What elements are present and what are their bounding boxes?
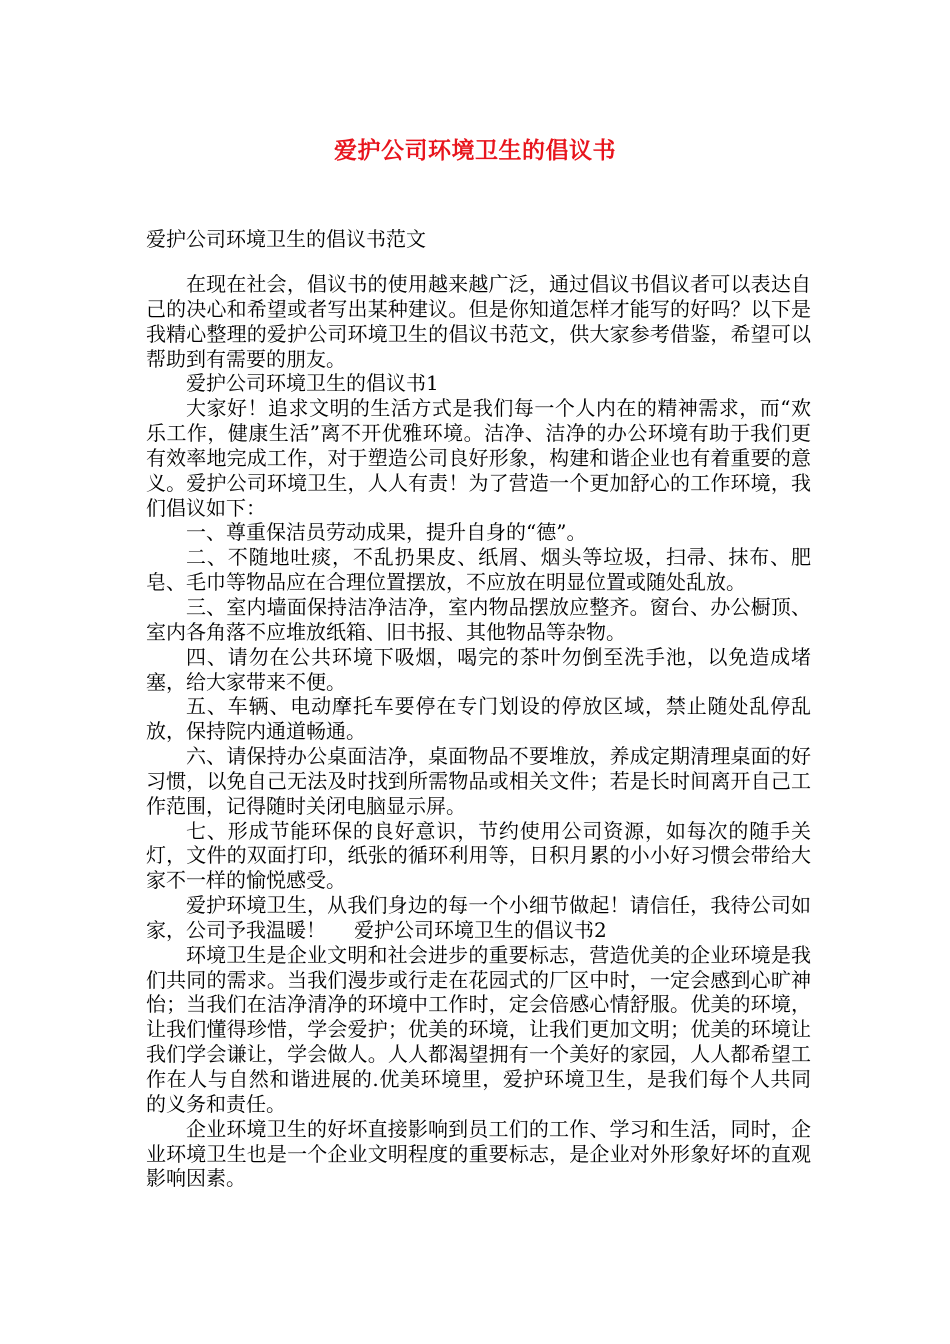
section-heading-2: 爱护公司环境卫生的倡议书2 [354,917,607,942]
proposal-item-5: 五、车辆、电动摩托车要停在专门划设的停放区域，禁止随处乱停乱放，保持院内通道畅通。 [146,694,811,744]
document-title: 爱护公司环境卫生的倡议书 [334,138,616,164]
body-paragraph: 环境卫生是企业文明和社会进步的重要标志，营造优美的企业环境是我们共同的需求。当我们漫步或行走在花园式的厂区中时，一定会感到心旷神怡；当我们在洁净清净的环境中工作时，定会倍感心情舒服。优美的环境，让我们懂得珍惜，学会爱护；优美的环境，让我们更加文明；优美的环境让我们学会谦让，学会做人。人人都渴望拥有一个美好的家园，人人都希望工作在人与自然和谐进展的.优美环境里，爱护环境卫生，是我们每个人共同的义务和责任。 [146,942,811,1116]
proposal-item-7: 七、形成节能环保的良好意识，节约使用公司资源，如每次的随手关灯，文件的双面打印，纸张的循环利用等，日积月累的小小好习惯会带给大家不一样的愉悦感受。 [146,818,811,893]
section-heading-1: 爱护公司环境卫生的倡议书1 [186,371,439,396]
proposal-item-1: 一、尊重保洁员劳动成果，提升自身的“德”。 [186,520,587,545]
proposal-item-6: 六、请保持办公桌面洁净，桌面物品不要堆放，养成定期清理桌面的好习惯，以免自己无法及时找到所需物品或相关文件；若是长时间离开自己工作范围，记得随时关闭电脑显示屏。 [146,744,811,818]
proposal-item-3: 三、室内墙面保持洁净洁净，室内物品摆放应整齐。窗台、办公橱顶、室内各角落不应堆放纸箱、旧书报、其他物品等杂物。 [146,594,811,644]
document-subtitle: 爱护公司环境卫生的倡议书范文 [146,227,426,251]
proposal-item-2: 二、不随地吐痰，不乱扔果皮、纸屑、烟头等垃圾，扫帚、抹布、肥皂、毛巾等物品应在合理位置摆放，不应放在明显位置或随处乱放。 [146,545,811,595]
closing-text: 爱护环境卫生，从我们身边的每一个小细节做起！请信任，我待公司如家，公司予我温暖！ [146,893,811,942]
intro-paragraph: 在现在社会，倡议书的使用越来越广泛，通过倡议书倡议者可以表达自己的决心和希望或者写出某种建议。但是你知道怎样才能写的好吗？以下是我精心整理的爱护公司环境卫生的倡议书范文，供大家参考借鉴，希望可以帮助到有需要的朋友。 [146,272,811,371]
closing-paragraph [146,893,811,943]
body-paragraph: 企业环境卫生的好坏直接影响到员工们的工作、学习和生活，同时，企业环境卫生也是一个企业文明程度的重要标志，是企业对外形象好坏的直观影响因素。 [146,1116,811,1191]
body-paragraph: 大家好！追求文明的生活方式是我们每一个人内在的精神需求，而“欢乐工作，健康生活”离不开优雅环境。洁净、洁净的办公环境有助于我们更有效率地完成工作，对于塑造公司良好形象，构建和谐企业也有着重要的意义。爱护公司环境卫生，人人有责！为了营造一个更加舒心的工作环境，我们倡议如下： [146,396,811,520]
document-body [146,272,811,1191]
proposal-item-4: 四、请勿在公共环境下吸烟，喝完的茶叶勿倒至洗手池，以免造成堵塞，给大家带来不便。 [146,644,811,694]
